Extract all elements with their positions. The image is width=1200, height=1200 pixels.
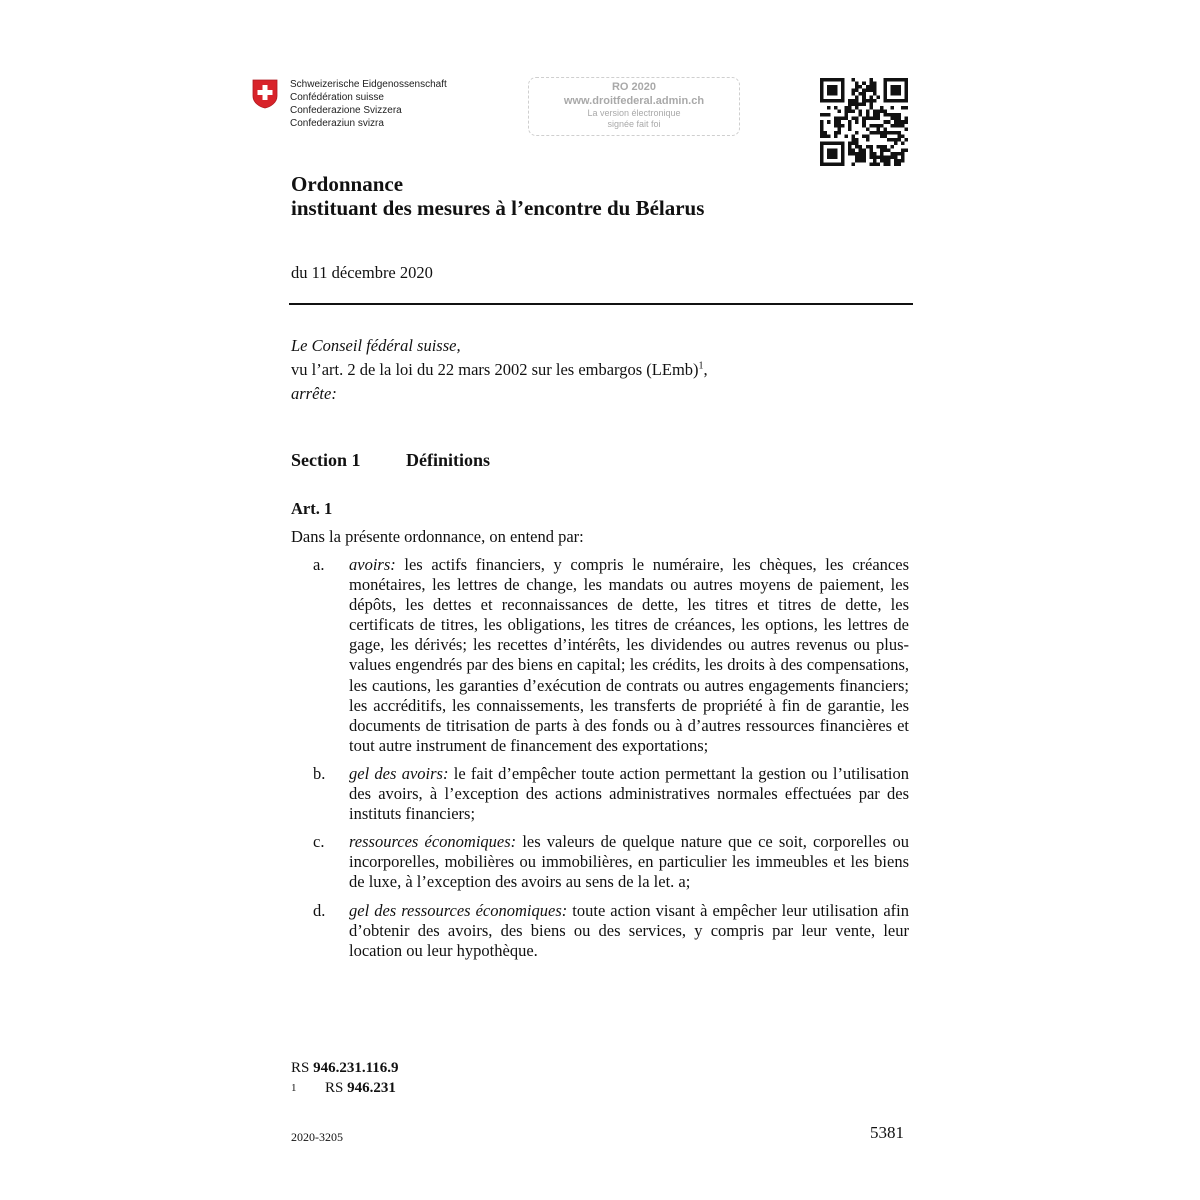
footnote-ref: 1 [698, 360, 704, 372]
section-title: Définitions [406, 450, 491, 470]
preamble-basis-text: vu l’art. 2 de la loi du 22 mars 2002 sur les embargos (LEmb) [291, 360, 699, 379]
definition-list [291, 555, 909, 969]
preamble [291, 334, 708, 406]
title-line-1: Ordonnance [291, 172, 404, 196]
document-date: du 11 décembre 2020 [291, 263, 433, 282]
footnote-number: 1 [291, 1082, 297, 1094]
confederation-de: Schweizerische Eidgenossenschaft [290, 79, 447, 90]
page-number: 5381 [870, 1123, 904, 1142]
title-divider [289, 303, 913, 305]
confederation-fr: Confédération suisse [290, 92, 384, 103]
confederation-rm: Confederaziun svizra [290, 118, 384, 129]
item-label: c. [313, 832, 325, 852]
footnote [291, 1078, 396, 1098]
item-text: le fait d’empêcher toute action permettant la gestion ou l’utilisation des avoirs, à l’exception des actions administratives normales effectuées par des instituts financiers; [349, 763, 909, 824]
preamble-authority: Le Conseil fédéral suisse, [291, 336, 461, 355]
document-number: 2020-3205 [291, 1130, 343, 1144]
item-term: avoirs: [349, 555, 396, 574]
confederation-it: Confederazione Svizzera [290, 105, 402, 116]
publication-stamp [528, 77, 740, 136]
document-title [291, 172, 704, 220]
article-heading: Art. 1 [291, 499, 333, 518]
item-text: les actifs financiers, y compris le numéraire, les chèques, les créances monétaires, les lettres de change, les mandats ou autres moyens de paiement, les dépôts, les dettes et reconnaissances de dette, les titres et titres de dette, les certificats de titres, les obligations, les titres de créances, les options, les lettres de gage, les dérivés; les recettes d’intérêts, les dividendes ou autres revenus ou plus-values engendrés par des biens en capital; les crédits, les droits à des compensations, les cautions, les garanties d’exécution de contrats ou autres engagements financiers; les accréditifs, les connaissements, les transferts de propriété à fin de garantie, les documents de titrisation de parts à des fonds ou à d’autres ressources financières et tout autre instrument de financement des exportations; [349, 555, 909, 755]
preamble-basis-end: , [703, 360, 708, 379]
confederation-names [290, 78, 447, 130]
section-heading [291, 450, 490, 471]
item-text: toute action visant à empêcher leur utilisation afin d’obtenir des avoirs, des biens ou des services, y compris par leur vente, leur location ou leur hypothèque. [349, 900, 909, 960]
rs-prefix: RS [291, 1060, 314, 1076]
item-label: a. [313, 555, 325, 574]
item-term: ressources économiques: [349, 832, 517, 852]
preamble-basis [291, 358, 708, 382]
list-item [291, 764, 909, 824]
item-label: b. [313, 763, 326, 783]
item-term: gel des ressources économiques: [349, 900, 568, 920]
item-text: les valeurs de quelque nature que ce soit, corporelles ou incorporelles, mobilières ou immobilières, en particulier les immeubles et les biens de luxe, à l’exception des avoirs au sens de la let. a; [349, 832, 909, 892]
stamp-url: www.droitfederal.admin.ch [563, 95, 705, 107]
rs-reference [291, 1058, 399, 1078]
stamp-note-1: La version électronique [587, 108, 681, 118]
footnote-ref-number: 946.231 [347, 1080, 396, 1096]
qr-code-icon [820, 78, 908, 166]
list-item [291, 555, 909, 756]
rs-number: 946.231.116.9 [313, 1060, 399, 1076]
swiss-cross-icon [252, 79, 278, 109]
stamp-ro: RO 2020 [611, 81, 657, 93]
section-number: Section 1 [291, 450, 361, 470]
article-intro: Dans la présente ordonnance, on entend par: [291, 527, 584, 546]
preamble-decree: arrête: [291, 384, 337, 403]
footnote-prefix: RS [325, 1080, 348, 1096]
stamp-note-2: signée fait foi [607, 119, 661, 129]
title-line-2: instituant des mesures à l’encontre du Bélarus [291, 196, 705, 220]
item-term: gel des avoirs: [349, 763, 449, 783]
item-label: d. [313, 900, 326, 920]
list-item [291, 901, 909, 961]
list-item [291, 832, 909, 892]
